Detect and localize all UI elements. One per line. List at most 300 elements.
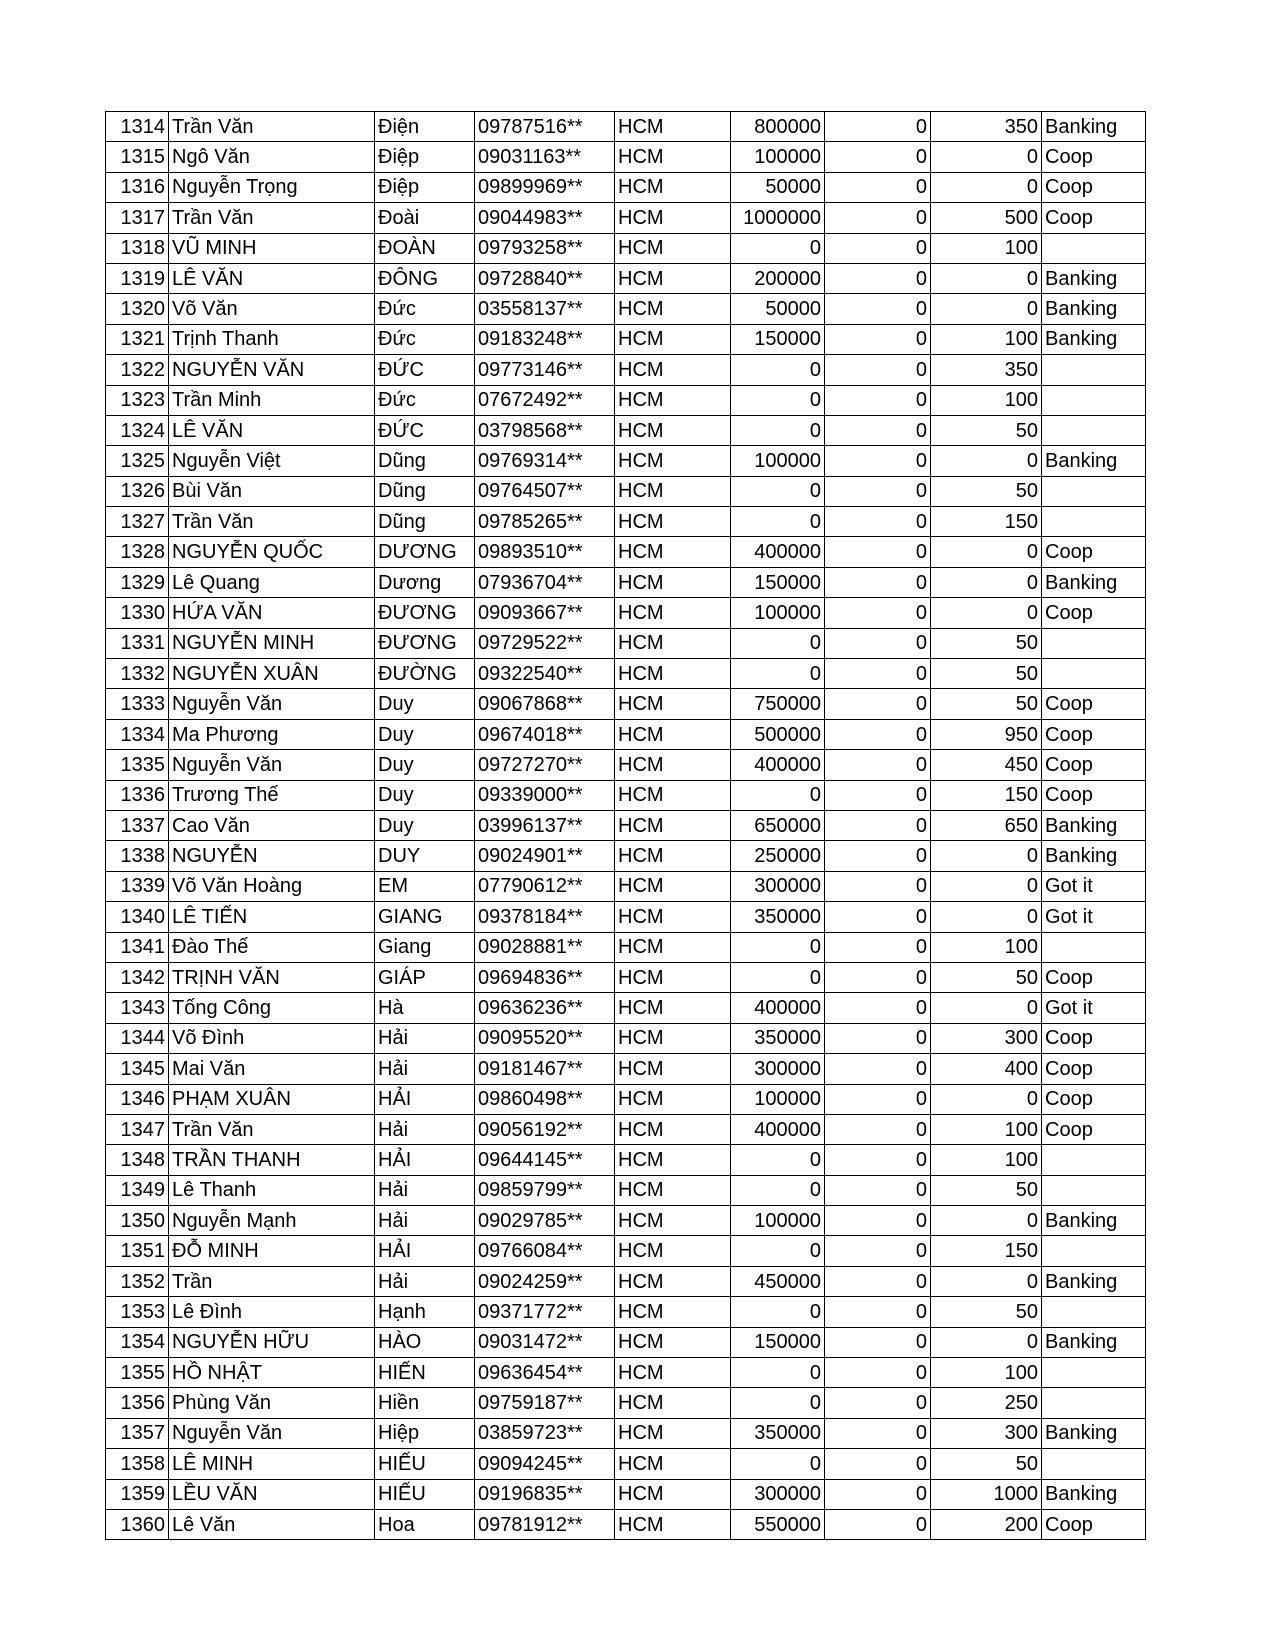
cell-zero: 0 <box>825 446 931 476</box>
cell-first-name: ĐỨC <box>375 355 475 385</box>
cell-last-name: PHẠM XUÂN <box>169 1084 375 1114</box>
table-row <box>106 628 1146 658</box>
cell-phone: 09773146** <box>475 355 615 385</box>
cell-first-name: Đức <box>375 385 475 415</box>
cell-amount: 100000 <box>731 446 825 476</box>
cell-phone: 09067868** <box>475 689 615 719</box>
cell-phone: 09859799** <box>475 1175 615 1205</box>
cell-points: 50 <box>931 1297 1042 1327</box>
cell-amount: 350000 <box>731 902 825 932</box>
cell-zero: 0 <box>825 841 931 871</box>
cell-points: 50 <box>931 1175 1042 1205</box>
table-row <box>106 172 1146 202</box>
cell-method <box>1042 1449 1146 1479</box>
cell-city: HCM <box>615 932 731 962</box>
cell-phone: 09095520** <box>475 1023 615 1053</box>
cell-id: 1349 <box>106 1175 169 1205</box>
cell-first-name: Giang <box>375 932 475 962</box>
cell-city: HCM <box>615 1449 731 1479</box>
cell-phone: 03996137** <box>475 810 615 840</box>
table-row <box>106 1206 1146 1236</box>
table-row <box>106 1175 1146 1205</box>
cell-id: 1340 <box>106 902 169 932</box>
cell-city: HCM <box>615 294 731 324</box>
table-row <box>106 537 1146 567</box>
cell-method: Banking <box>1042 1327 1146 1357</box>
cell-first-name: HIẾU <box>375 1479 475 1509</box>
cell-phone: 09322540** <box>475 659 615 689</box>
cell-first-name: ĐỨC <box>375 415 475 445</box>
cell-city: HCM <box>615 1266 731 1296</box>
cell-method: Coop <box>1042 537 1146 567</box>
cell-first-name: Hải <box>375 1023 475 1053</box>
cell-phone: 09028881** <box>475 932 615 962</box>
cell-city: HCM <box>615 567 731 597</box>
cell-city: HCM <box>615 871 731 901</box>
cell-points: 100 <box>931 233 1042 263</box>
cell-id: 1329 <box>106 567 169 597</box>
cell-phone: 09196835** <box>475 1479 615 1509</box>
cell-amount: 100000 <box>731 1206 825 1236</box>
cell-amount: 350000 <box>731 1418 825 1448</box>
cell-points: 0 <box>931 1327 1042 1357</box>
cell-points: 0 <box>931 263 1042 293</box>
cell-last-name: NGUYỄN HỮU <box>169 1327 375 1357</box>
cell-last-name: Bùi Văn <box>169 476 375 506</box>
cell-points: 100 <box>931 385 1042 415</box>
cell-last-name: Võ Đình <box>169 1023 375 1053</box>
cell-first-name: Hải <box>375 1266 475 1296</box>
cell-points: 200 <box>931 1509 1042 1539</box>
cell-city: HCM <box>615 1388 731 1418</box>
cell-first-name: HIẾN <box>375 1358 475 1388</box>
cell-method: Banking <box>1042 1206 1146 1236</box>
cell-id: 1323 <box>106 385 169 415</box>
cell-phone: 09729522** <box>475 628 615 658</box>
cell-id: 1359 <box>106 1479 169 1509</box>
cell-zero: 0 <box>825 263 931 293</box>
cell-method <box>1042 476 1146 506</box>
cell-phone: 09759187** <box>475 1388 615 1418</box>
cell-points: 950 <box>931 719 1042 749</box>
cell-last-name: Trần Minh <box>169 385 375 415</box>
cell-id: 1346 <box>106 1084 169 1114</box>
cell-phone: 09728840** <box>475 263 615 293</box>
table-row <box>106 1145 1146 1175</box>
cell-amount: 0 <box>731 659 825 689</box>
cell-zero: 0 <box>825 1023 931 1053</box>
cell-phone: 09378184** <box>475 902 615 932</box>
cell-city: HCM <box>615 1206 731 1236</box>
cell-amount: 100000 <box>731 1084 825 1114</box>
cell-id: 1335 <box>106 750 169 780</box>
cell-points: 0 <box>931 902 1042 932</box>
table-row <box>106 1358 1146 1388</box>
cell-amount: 500000 <box>731 719 825 749</box>
cell-last-name: Nguyễn Văn <box>169 689 375 719</box>
cell-zero: 0 <box>825 537 931 567</box>
cell-zero: 0 <box>825 172 931 202</box>
cell-amount: 800000 <box>731 112 825 142</box>
cell-city: HCM <box>615 203 731 233</box>
table-row <box>106 1236 1146 1266</box>
cell-id: 1358 <box>106 1449 169 1479</box>
cell-method: Banking <box>1042 324 1146 354</box>
cell-method: Coop <box>1042 598 1146 628</box>
table-row <box>106 567 1146 597</box>
cell-amount: 100000 <box>731 142 825 172</box>
cell-phone: 09787516** <box>475 112 615 142</box>
table-row <box>106 719 1146 749</box>
cell-id: 1341 <box>106 932 169 962</box>
cell-amount: 400000 <box>731 1114 825 1144</box>
cell-first-name: ĐƯƠNG <box>375 628 475 658</box>
cell-points: 250 <box>931 1388 1042 1418</box>
cell-city: HCM <box>615 810 731 840</box>
cell-zero: 0 <box>825 385 931 415</box>
cell-points: 0 <box>931 172 1042 202</box>
cell-method: Banking <box>1042 567 1146 597</box>
cell-last-name: NGUYỄN VĂN <box>169 355 375 385</box>
table-row <box>106 689 1146 719</box>
cell-last-name: VŨ MINH <box>169 233 375 263</box>
cell-method <box>1042 1145 1146 1175</box>
cell-points: 450 <box>931 750 1042 780</box>
cell-first-name: Điện <box>375 112 475 142</box>
cell-zero: 0 <box>825 507 931 537</box>
table-row <box>106 841 1146 871</box>
cell-first-name: Hải <box>375 1054 475 1084</box>
table-row <box>106 415 1146 445</box>
cell-first-name: GIANG <box>375 902 475 932</box>
cell-phone: 09860498** <box>475 1084 615 1114</box>
table-row <box>106 1388 1146 1418</box>
cell-id: 1354 <box>106 1327 169 1357</box>
cell-first-name: HẢI <box>375 1236 475 1266</box>
cell-city: HCM <box>615 537 731 567</box>
cell-points: 50 <box>931 415 1042 445</box>
cell-last-name: Trần Văn <box>169 1114 375 1144</box>
cell-points: 1000 <box>931 1479 1042 1509</box>
cell-points: 50 <box>931 1449 1042 1479</box>
cell-first-name: DƯƠNG <box>375 537 475 567</box>
cell-city: HCM <box>615 1327 731 1357</box>
cell-last-name: Trương Thế <box>169 780 375 810</box>
cell-first-name: HẢI <box>375 1084 475 1114</box>
cell-last-name: Trần Văn <box>169 203 375 233</box>
cell-city: HCM <box>615 902 731 932</box>
cell-first-name: Dũng <box>375 507 475 537</box>
cell-phone: 09181467** <box>475 1054 615 1084</box>
cell-method: Banking <box>1042 841 1146 871</box>
cell-method <box>1042 659 1146 689</box>
cell-zero: 0 <box>825 993 931 1023</box>
cell-method <box>1042 1175 1146 1205</box>
cell-first-name: Duy <box>375 810 475 840</box>
cell-last-name: Lê Văn <box>169 1509 375 1539</box>
table-row <box>106 962 1146 992</box>
cell-phone: 09769314** <box>475 446 615 476</box>
cell-id: 1326 <box>106 476 169 506</box>
cell-points: 100 <box>931 1114 1042 1144</box>
cell-id: 1350 <box>106 1206 169 1236</box>
cell-phone: 09024259** <box>475 1266 615 1296</box>
cell-city: HCM <box>615 1418 731 1448</box>
cell-zero: 0 <box>825 598 931 628</box>
table-row <box>106 902 1146 932</box>
cell-phone: 09644145** <box>475 1145 615 1175</box>
cell-last-name: NGUYỄN <box>169 841 375 871</box>
cell-points: 0 <box>931 993 1042 1023</box>
cell-method <box>1042 1297 1146 1327</box>
cell-method: Coop <box>1042 962 1146 992</box>
cell-phone: 09094245** <box>475 1449 615 1479</box>
cell-city: HCM <box>615 1358 731 1388</box>
cell-amount: 350000 <box>731 1023 825 1053</box>
cell-zero: 0 <box>825 750 931 780</box>
cell-points: 300 <box>931 1023 1042 1053</box>
cell-zero: 0 <box>825 1084 931 1114</box>
cell-city: HCM <box>615 1175 731 1205</box>
cell-zero: 0 <box>825 1479 931 1509</box>
table-row <box>106 294 1146 324</box>
cell-id: 1339 <box>106 871 169 901</box>
cell-method: Coop <box>1042 780 1146 810</box>
cell-id: 1342 <box>106 962 169 992</box>
table-row <box>106 993 1146 1023</box>
cell-points: 50 <box>931 689 1042 719</box>
cell-last-name: HỨA VĂN <box>169 598 375 628</box>
cell-amount: 450000 <box>731 1266 825 1296</box>
cell-points: 350 <box>931 355 1042 385</box>
table-row <box>106 1418 1146 1448</box>
cell-method: Banking <box>1042 446 1146 476</box>
cell-phone: 09056192** <box>475 1114 615 1144</box>
cell-phone: 09781912** <box>475 1509 615 1539</box>
cell-zero: 0 <box>825 689 931 719</box>
cell-zero: 0 <box>825 203 931 233</box>
cell-first-name: ĐƯỜNG <box>375 659 475 689</box>
cell-id: 1352 <box>106 1266 169 1296</box>
cell-id: 1314 <box>106 112 169 142</box>
cell-method <box>1042 628 1146 658</box>
cell-last-name: Trần Văn <box>169 507 375 537</box>
cell-city: HCM <box>615 1023 731 1053</box>
cell-amount: 0 <box>731 1449 825 1479</box>
cell-id: 1320 <box>106 294 169 324</box>
cell-phone: 09893510** <box>475 537 615 567</box>
cell-city: HCM <box>615 446 731 476</box>
cell-amount: 0 <box>731 1175 825 1205</box>
cell-first-name: HẢI <box>375 1145 475 1175</box>
cell-first-name: HIẾU <box>375 1449 475 1479</box>
cell-zero: 0 <box>825 233 931 263</box>
cell-phone: 09093667** <box>475 598 615 628</box>
cell-points: 0 <box>931 871 1042 901</box>
cell-method: Coop <box>1042 142 1146 172</box>
cell-id: 1319 <box>106 263 169 293</box>
cell-amount: 0 <box>731 780 825 810</box>
cell-points: 50 <box>931 476 1042 506</box>
cell-last-name: LÊ VĂN <box>169 263 375 293</box>
cell-last-name: Võ Văn Hoàng <box>169 871 375 901</box>
cell-city: HCM <box>615 659 731 689</box>
cell-id: 1360 <box>106 1509 169 1539</box>
cell-phone: 07672492** <box>475 385 615 415</box>
cell-id: 1336 <box>106 780 169 810</box>
cell-amount: 50000 <box>731 172 825 202</box>
cell-id: 1343 <box>106 993 169 1023</box>
cell-first-name: Dũng <box>375 446 475 476</box>
cell-last-name: TRỊNH VĂN <box>169 962 375 992</box>
cell-amount: 0 <box>731 1388 825 1418</box>
cell-last-name: Võ Văn <box>169 294 375 324</box>
cell-zero: 0 <box>825 142 931 172</box>
table-row <box>106 1084 1146 1114</box>
cell-zero: 0 <box>825 902 931 932</box>
cell-amount: 0 <box>731 415 825 445</box>
cell-city: HCM <box>615 1084 731 1114</box>
cell-method: Banking <box>1042 1479 1146 1509</box>
cell-zero: 0 <box>825 1236 931 1266</box>
cell-last-name: Trần Văn <box>169 112 375 142</box>
cell-city: HCM <box>615 507 731 537</box>
cell-method <box>1042 932 1146 962</box>
cell-city: HCM <box>615 598 731 628</box>
cell-city: HCM <box>615 324 731 354</box>
table-row <box>106 355 1146 385</box>
cell-points: 400 <box>931 1054 1042 1084</box>
table-row <box>106 1297 1146 1327</box>
cell-method: Banking <box>1042 294 1146 324</box>
cell-id: 1316 <box>106 172 169 202</box>
cell-method: Coop <box>1042 172 1146 202</box>
cell-zero: 0 <box>825 112 931 142</box>
cell-zero: 0 <box>825 1509 931 1539</box>
table-row <box>106 324 1146 354</box>
cell-id: 1338 <box>106 841 169 871</box>
cell-first-name: DUY <box>375 841 475 871</box>
table-row <box>106 659 1146 689</box>
cell-zero: 0 <box>825 871 931 901</box>
cell-id: 1330 <box>106 598 169 628</box>
table-body <box>106 112 1146 1540</box>
cell-zero: 0 <box>825 415 931 445</box>
table-row <box>106 1266 1146 1296</box>
cell-first-name: Dũng <box>375 476 475 506</box>
cell-last-name: Mai Văn <box>169 1054 375 1084</box>
cell-city: HCM <box>615 112 731 142</box>
cell-zero: 0 <box>825 1175 931 1205</box>
table-row <box>106 1509 1146 1539</box>
cell-last-name: Nguyễn Văn <box>169 750 375 780</box>
cell-points: 0 <box>931 1206 1042 1236</box>
cell-points: 650 <box>931 810 1042 840</box>
cell-zero: 0 <box>825 810 931 840</box>
cell-amount: 0 <box>731 355 825 385</box>
cell-points: 0 <box>931 841 1042 871</box>
cell-city: HCM <box>615 628 731 658</box>
table-row <box>106 203 1146 233</box>
cell-city: HCM <box>615 1236 731 1266</box>
cell-id: 1324 <box>106 415 169 445</box>
cell-points: 0 <box>931 294 1042 324</box>
cell-zero: 0 <box>825 324 931 354</box>
table-row <box>106 112 1146 142</box>
cell-amount: 0 <box>731 476 825 506</box>
cell-points: 150 <box>931 507 1042 537</box>
cell-amount: 200000 <box>731 263 825 293</box>
cell-points: 350 <box>931 112 1042 142</box>
cell-last-name: ĐỖ MINH <box>169 1236 375 1266</box>
table-row <box>106 871 1146 901</box>
cell-zero: 0 <box>825 294 931 324</box>
cell-amount: 400000 <box>731 993 825 1023</box>
cell-id: 1355 <box>106 1358 169 1388</box>
cell-phone: 09031472** <box>475 1327 615 1357</box>
cell-method: Coop <box>1042 689 1146 719</box>
cell-city: HCM <box>615 780 731 810</box>
cell-city: HCM <box>615 719 731 749</box>
cell-city: HCM <box>615 415 731 445</box>
cell-zero: 0 <box>825 1297 931 1327</box>
cell-first-name: Hiền <box>375 1388 475 1418</box>
cell-method: Banking <box>1042 1266 1146 1296</box>
cell-method <box>1042 415 1146 445</box>
cell-city: HCM <box>615 1479 731 1509</box>
cell-points: 150 <box>931 780 1042 810</box>
cell-id: 1332 <box>106 659 169 689</box>
cell-phone: 09371772** <box>475 1297 615 1327</box>
cell-city: HCM <box>615 172 731 202</box>
cell-last-name: Nguyễn Văn <box>169 1418 375 1448</box>
table-row <box>106 1114 1146 1144</box>
cell-id: 1318 <box>106 233 169 263</box>
cell-first-name: Duy <box>375 750 475 780</box>
cell-id: 1331 <box>106 628 169 658</box>
cell-first-name: Đoài <box>375 203 475 233</box>
cell-method <box>1042 507 1146 537</box>
cell-amount: 100000 <box>731 598 825 628</box>
cell-first-name: Duy <box>375 780 475 810</box>
cell-method: Coop <box>1042 1509 1146 1539</box>
cell-last-name: TRẦN THANH <box>169 1145 375 1175</box>
cell-points: 100 <box>931 324 1042 354</box>
cell-points: 100 <box>931 1358 1042 1388</box>
cell-first-name: HÀO <box>375 1327 475 1357</box>
cell-city: HCM <box>615 689 731 719</box>
cell-zero: 0 <box>825 1449 931 1479</box>
cell-first-name: Đức <box>375 294 475 324</box>
cell-city: HCM <box>615 263 731 293</box>
cell-method <box>1042 1388 1146 1418</box>
cell-amount: 150000 <box>731 324 825 354</box>
cell-last-name: Trịnh Thanh <box>169 324 375 354</box>
cell-points: 150 <box>931 1236 1042 1266</box>
cell-id: 1321 <box>106 324 169 354</box>
cell-zero: 0 <box>825 476 931 506</box>
cell-zero: 0 <box>825 780 931 810</box>
cell-city: HCM <box>615 1509 731 1539</box>
cell-zero: 0 <box>825 1418 931 1448</box>
cell-id: 1353 <box>106 1297 169 1327</box>
cell-first-name: ĐÔNG <box>375 263 475 293</box>
cell-method: Got it <box>1042 871 1146 901</box>
cell-id: 1344 <box>106 1023 169 1053</box>
table-row <box>106 507 1146 537</box>
cell-amount: 50000 <box>731 294 825 324</box>
cell-phone: 03798568** <box>475 415 615 445</box>
